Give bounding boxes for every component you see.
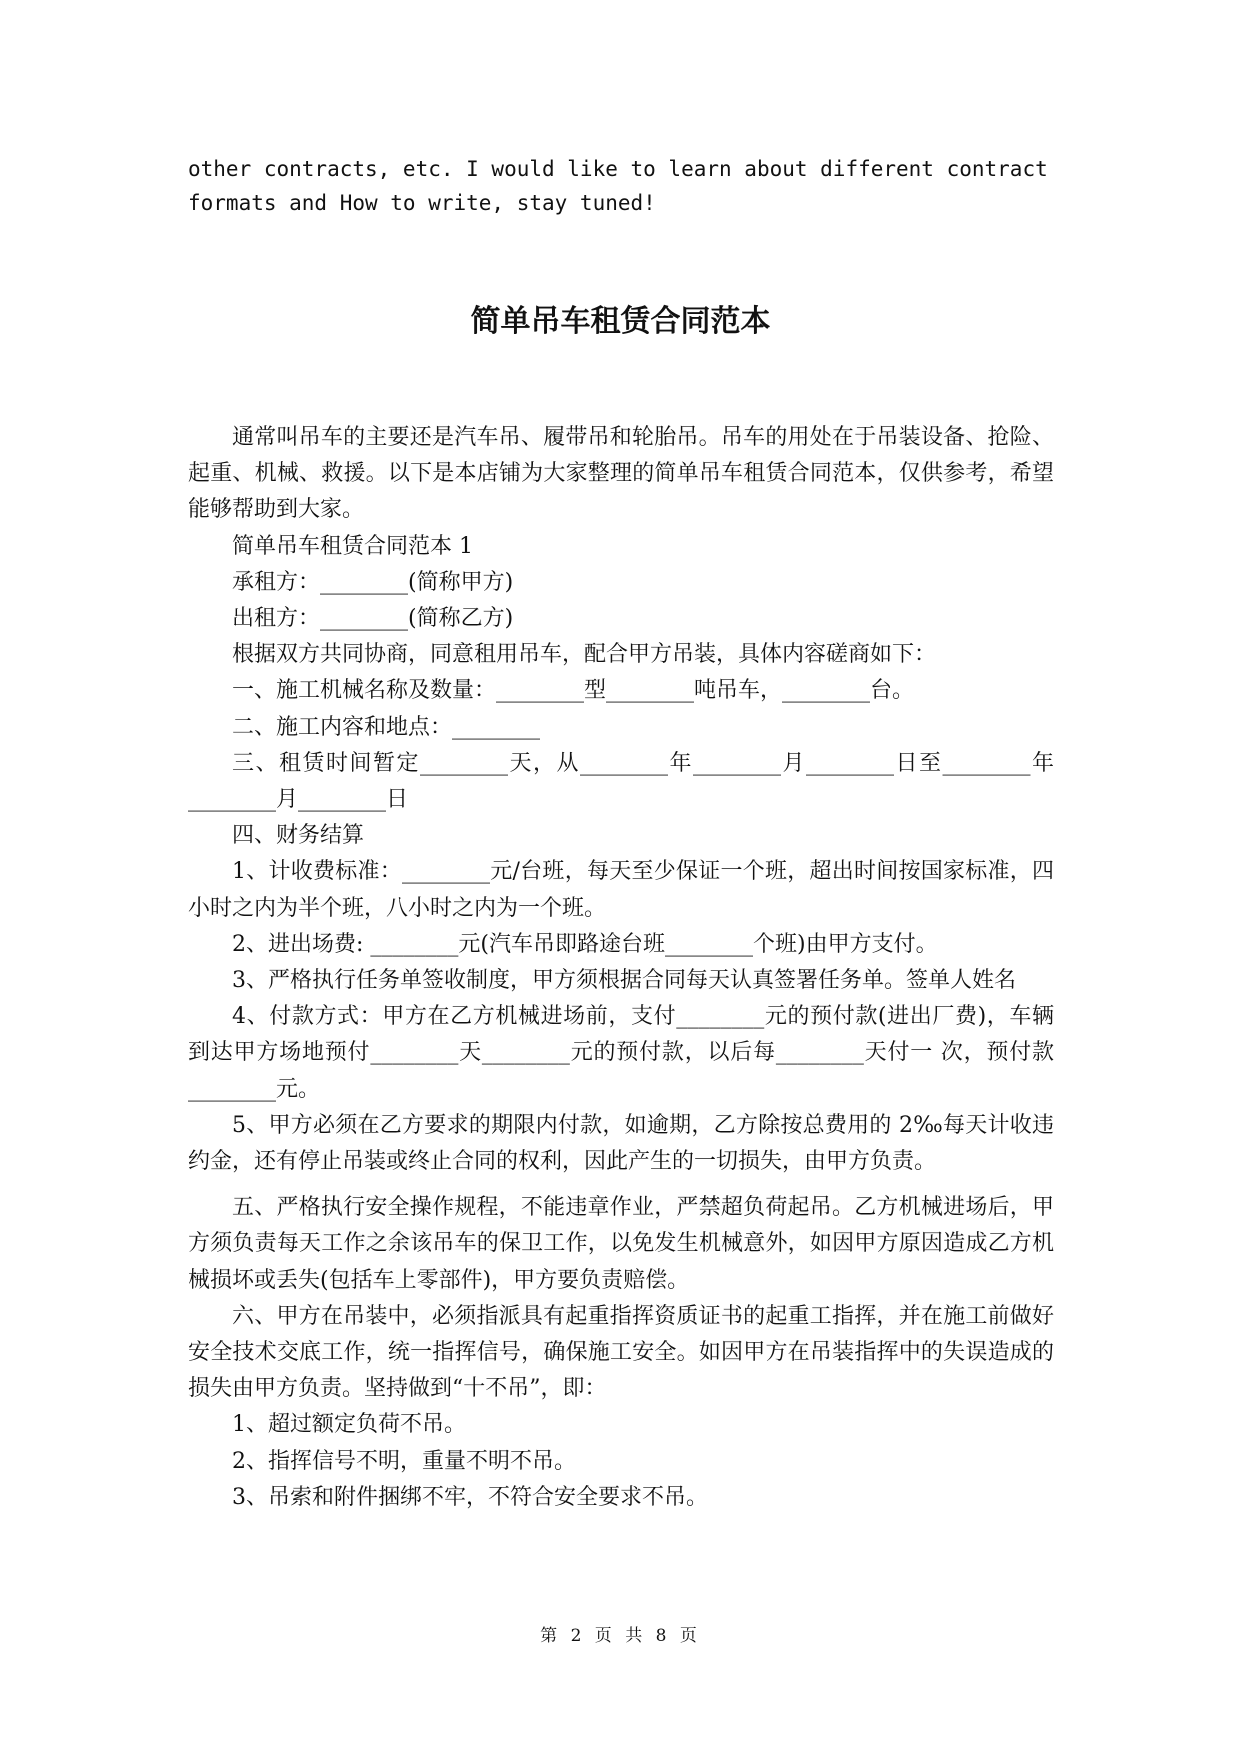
document-title: 简单吊车租赁合同范本 — [470, 304, 771, 339]
paragraph-rule-1: 1、超过额定负荷不吊。 — [232, 1412, 466, 1438]
paragraph-machinery: 一、施工机械名称及数量：________型________吨吊车，________台。 — [232, 678, 915, 704]
page-number-footer: 第 2 页 共 8 页 — [540, 1626, 701, 1646]
paragraph-rule-2: 2、指挥信号不明，重量不明不吊。 — [232, 1448, 576, 1474]
paragraph-lease-period: 三、租赁时间暂定________天，从________年________月________日至________年________月________日 — [188, 750, 1054, 813]
paragraph-task-order: 3、严格执行任务单签收制度，甲方须根据合同每天认真签署任务单。签单人姓名 — [232, 968, 1016, 994]
paragraph-fee-standard: 1、计收费标准：________元/台班，每天至少保证一个班，超出时间按国家标准，四小时之内为半个班，八小时之内为一个班。 — [188, 859, 1054, 921]
paragraph-safety-rules: 五、严格执行安全操作规程，不能违章作业，严禁超负荷起吊。乙方机械进场后，甲方须负责每天工作之余该吊车的保卫工作，以免发生机械意外，如因甲方原因造成乙方机械损坏或丢失(包括车上零部件)，甲方要负责赔偿。 — [188, 1195, 1054, 1293]
paragraph-payment-method: 4、付款方式：甲方在乙方机械进场前，支付________元的预付款(进出厂费)，车辆到达甲方场地预付________天________元的预付款，以后每________天付一 次，预付款________元。 — [188, 1004, 1054, 1102]
paragraph-entry-fee: 2、进出场费: ________元(汽车吊即路途台班________个班)由甲方支付。 — [232, 931, 938, 957]
paragraph-finance-heading: 四、财务结算 — [232, 823, 365, 849]
contract-body — [188, 420, 1054, 1516]
paragraph-rule-3: 3、吊索和附件捆绑不牢，不符合安全要求不吊。 — [232, 1484, 708, 1510]
paragraph-work-location: 二、施工内容和地点：________ — [232, 714, 541, 740]
paragraph-agreement: 根据双方共同协商，同意租用吊车，配合甲方吊装，具体内容磋商如下： — [232, 642, 937, 668]
paragraph-subtitle: 简单吊车租赁合同范本 1 — [232, 533, 473, 559]
paragraph-lessee: 承租方：________(简称甲方) — [232, 569, 514, 595]
paragraph-lessor: 出租方：________(简称乙方) — [232, 606, 514, 632]
intro-english-text: other contracts, etc. I would like to learn about different contract formats and How to write, stay tuned! — [188, 157, 1048, 215]
paragraph-lifting-command: 六、甲方在吊装中，必须指派具有起重指挥资质证书的起重工指挥，并在施工前做好安全技术交底工作，统一指挥信号，确保施工安全。如因甲方在吊装指挥中的失误造成的损失由甲方负责。坚持做到“十不吊”，即： — [188, 1303, 1054, 1402]
paragraph-intro: 通常叫吊车的主要还是汽车吊、履带吊和轮胎吊。吊车的用处在于吊装设备、抢险、起重、机械、救援。以下是本店铺为大家整理的简单吊车租赁合同范本，仅供参考，希望能够帮助到大家。 — [188, 425, 1054, 523]
paragraph-late-payment: 5、甲方必须在乙方要求的期限内付款，如逾期，乙方除按总费用的 2‰每天计收违约金，还有停止吊装或终止合同的权利，因此产生的一切损失，由甲方负责。 — [188, 1112, 1054, 1175]
